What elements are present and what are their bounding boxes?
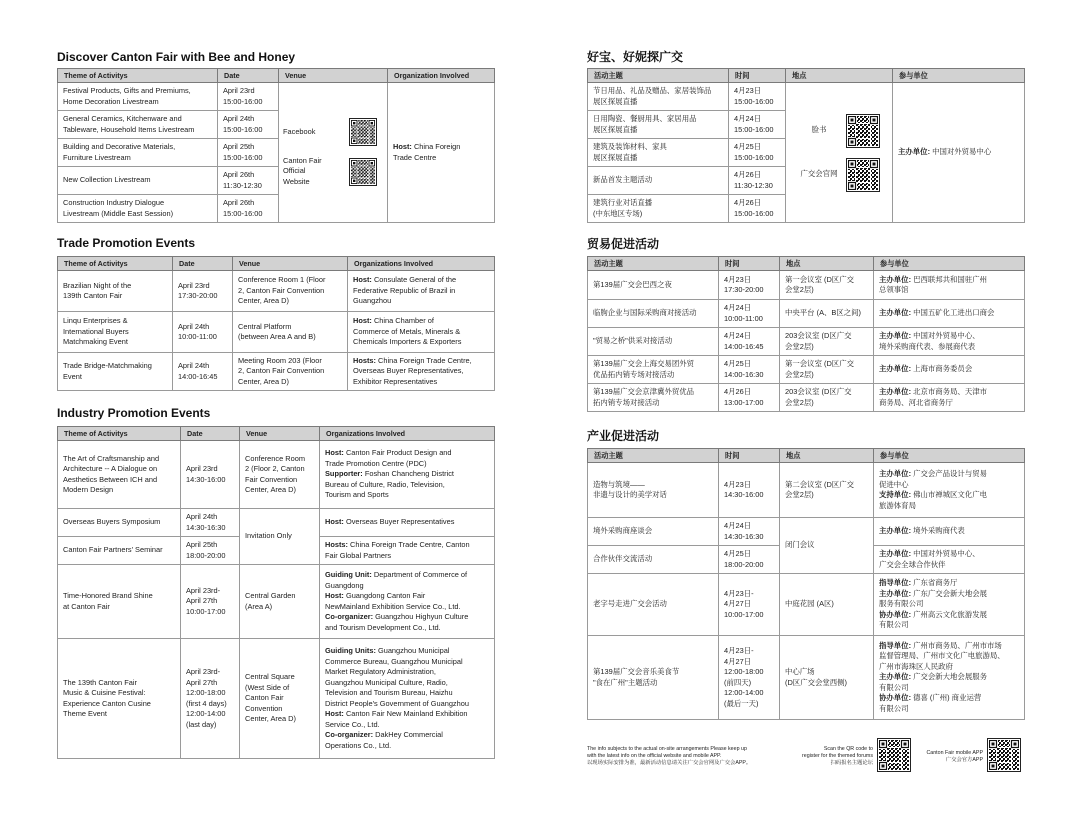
org-label: 主办单位: — [879, 308, 912, 318]
org-label: Guiding Unit: — [325, 570, 372, 580]
table-cell-venue: 中庭花园 (A区) — [780, 574, 874, 636]
table-cell-org — [874, 518, 1025, 546]
venue-facebook: 脸书 — [811, 125, 827, 135]
table-cell-theme: Linqu Enterprises & International Buyers Matchmaking Event — [58, 312, 173, 353]
table-cell-venue: Central Platform (between Area A and B) — [233, 312, 348, 353]
table-cell-theme: 新品首发主题活动 — [588, 167, 729, 195]
table-cell-theme: Overseas Buyers Symposium — [58, 509, 181, 537]
org-label: Host: — [353, 275, 372, 285]
table-cell-org — [874, 636, 1025, 720]
industry-promotion-table-cn — [587, 448, 1025, 720]
table-cell-venue: 第一会议室 (D区广交 会堂2层) — [780, 356, 874, 384]
org-label: Co-organizer: — [325, 612, 374, 622]
table-cell-venue: Meeting Room 203 (Floor 2, Canton Fair Convention Center, Area D) — [233, 353, 348, 391]
org-value: China Foreign Trade Centre, Canton Fair Global Partners — [325, 540, 470, 560]
table-cell-date: 4月24日 15:00-16:00 — [729, 111, 786, 139]
table-cell-venue: Central Square (West Side of Canton Fair Convention Center, Area D) — [240, 639, 320, 759]
org-value: DakHey Commercial Operations Co., Ltd. — [325, 730, 443, 750]
org-label: 主办单位: — [879, 672, 912, 682]
table-cell-theme: The 139th Canton Fair Music & Cuisine Festival: Experience Canton Cusine Theme Event — [58, 639, 181, 759]
table-cell-venue: Conference Room 2 (Floor 2, Canton Fair Convention Center, Area D) — [240, 441, 320, 509]
org-label: Host: — [325, 591, 344, 601]
org-label: 主办单位: — [879, 469, 912, 479]
table-cell-theme: 第139届广交会音乐美食节 "食在广州"主题活动 — [588, 636, 719, 720]
website-qr-code-icon[interactable] — [349, 158, 377, 186]
table-cell-org — [320, 639, 495, 759]
table-cell-date: 4月25日 15:00-16:00 — [729, 139, 786, 167]
table-cell-theme: 造物与筑境—— 非遗与设计的美学对话 — [588, 463, 719, 518]
table-cell-venue: 203会议室 (D区广交 会堂2层) — [780, 328, 874, 356]
trade-promotion-table — [57, 256, 495, 391]
org-label: 主办单位: — [879, 387, 912, 397]
org-value: 德喜 (广州) 商业运营 有限公司 — [879, 693, 982, 713]
org-value: 中国对外贸易中心、 广交会全球合作伙伴 — [879, 549, 980, 569]
table-cell-theme: Festival Products, Gifts and Premiums, Home Decoration Livestream — [58, 83, 218, 111]
table-cell-org — [874, 463, 1025, 518]
header-theme: 活动主题 — [588, 449, 719, 463]
table-cell-org — [874, 356, 1025, 384]
table-cell-org — [874, 300, 1025, 328]
organization-cell — [388, 83, 495, 223]
table-cell-org — [320, 441, 495, 509]
trade-promotion-table-cn — [587, 256, 1025, 412]
table-cell-date: April 23rd 15:00-16:00 — [218, 83, 279, 111]
section-title-trade-promotion: Trade Promotion Events — [57, 236, 196, 250]
table-cell-theme: 日用陶瓷、餐厨用具、家居用品 展区探展直播 — [588, 111, 729, 139]
table-cell-date: April 23rd 17:30-20:00 — [173, 271, 233, 312]
org-label: Co-organizer: — [325, 730, 374, 740]
org-label: Hosts: — [353, 355, 376, 365]
header-venue: 地点 — [786, 69, 893, 83]
org-value: Foshan Chancheng District Bureau of Culture, Radio, Television, Tourism and Sports — [325, 469, 454, 500]
header-date: Date — [181, 427, 240, 441]
table-cell-venue: 中心广场 (D区广交会堂西侧) — [780, 636, 874, 720]
org-value: 佛山市禅城区文化广电 旅游体育局 — [879, 490, 987, 510]
facebook-qr-code-icon[interactable] — [349, 118, 377, 146]
org-value: China Chamber of Commerce of Metals, Minerals & Chemicals Importers & Exporters — [353, 316, 462, 347]
table-cell-theme: Canton Fair Partners' Seminar — [58, 537, 181, 565]
forum-registration-qr-code-icon[interactable] — [877, 738, 911, 772]
table-cell-theme: Construction Industry Dialogue Livestream (Middle East Session) — [58, 195, 218, 223]
table-cell-venue: 中央平台 (A、B区之间) — [780, 300, 874, 328]
table-cell-theme: New Collection Livestream — [58, 167, 218, 195]
table-cell-theme: 节日用品、礼品及赠品、家居装饰品 展区探展直播 — [588, 83, 729, 111]
org-value: Canton Fair New Mainland Exhibition Service Co., Ltd. — [325, 709, 468, 729]
table-cell-theme: 合作伙伴交流活动 — [588, 546, 719, 574]
host-label: 主办单位: — [898, 147, 931, 157]
header-theme: 活动主题 — [588, 69, 729, 83]
table-cell-date: 4月25日 18:00-20:00 — [719, 546, 780, 574]
org-label: 支持单位: — [879, 490, 912, 500]
header-date: Date — [218, 69, 279, 83]
table-cell-theme: Time-Honored Brand Shine at Canton Fair — [58, 565, 181, 639]
table-cell-org — [320, 565, 495, 639]
org-value: Consulate General of the Federative Republic of Brazil in Guangzhou — [353, 275, 457, 306]
table-cell-theme: 第139届广交会京津冀外贸优品 拓内销专场对接活动 — [588, 384, 719, 412]
table-cell-date: April 25th 18:00-20:00 — [181, 537, 240, 565]
table-cell-org — [874, 384, 1025, 412]
table-cell-date: 4月26日 11:30-12:30 — [729, 167, 786, 195]
header-organization: 参与单位 — [874, 257, 1025, 271]
table-cell-theme: 第139届广交会巴西之夜 — [588, 271, 719, 300]
org-value: 广州市商务局、广州市市场 监督管理局、广州市文化广电旅游局、 广州市海珠区人民政府 — [879, 640, 1005, 671]
table-cell-theme: 境外采购商座谈会 — [588, 518, 719, 546]
header-venue: 地点 — [780, 449, 874, 463]
table-cell-theme: Building and Decorative Materials, Furniture Livestream — [58, 139, 218, 167]
org-value: Department of Commerce of Guangdong — [325, 570, 468, 590]
org-value: 中国五矿化工进出口商会 — [911, 308, 995, 318]
bee-honey-table — [57, 68, 495, 223]
header-venue: Venue — [233, 257, 348, 271]
table-cell-date: 4月24日 10:00-11:00 — [719, 300, 780, 328]
website-qr-code-icon[interactable] — [846, 158, 880, 192]
table-cell-venue: 203会议室 (D区广交 会堂2层) — [780, 384, 874, 412]
table-cell-date: April 23rd- April 27th 10:00-17:00 — [181, 565, 240, 639]
org-value: 境外采购商代表 — [911, 526, 965, 536]
table-cell-date: 4月23日- 4月27日 12:00-18:00 (前四天) 12:00-14:00 (最后一天) — [719, 636, 780, 720]
table-cell-theme: Brazilian Night of the 139th Canton Fair — [58, 271, 173, 312]
table-cell-date: 4月26日 13:00-17:00 — [719, 384, 780, 412]
header-theme: 活动主题 — [588, 257, 719, 271]
org-value: Canton Fair Product Design and Trade Promotion Centre (PDC) — [325, 448, 452, 468]
header-venue: Venue — [240, 427, 320, 441]
host-value: China Foreign Trade Centre — [393, 142, 461, 162]
org-label: Guiding Units: — [325, 646, 376, 656]
table-cell-date: 4月25日 14:00-16:30 — [719, 356, 780, 384]
header-venue: 地点 — [780, 257, 874, 271]
venue-cell — [786, 83, 893, 223]
table-cell-date: April 24th 10:00-11:00 — [173, 312, 233, 353]
table-cell-venue: 闭门会议 — [780, 518, 874, 574]
table-cell-date: April 24th 14:00-16:45 — [173, 353, 233, 391]
table-cell-theme: 临朐企业与国际采购商对接活动 — [588, 300, 719, 328]
header-venue: Venue — [279, 69, 388, 83]
org-label: Host: — [325, 709, 344, 719]
org-label: 主办单位: — [879, 274, 912, 284]
footer-app-text: Canton Fair mobile APP 广交会官方APP — [926, 750, 983, 764]
org-label: 主办单位: — [879, 364, 912, 374]
mobile-app-qr-code-icon[interactable] — [987, 738, 1021, 772]
table-cell-venue: Central Garden (Area A) — [240, 565, 320, 639]
table-cell-date: 4月24日 14:00-16:45 — [719, 328, 780, 356]
table-cell-org — [874, 574, 1025, 636]
org-value: 广东广交会新大地会展 服务有限公司 — [879, 588, 987, 609]
header-theme: Theme of Activitys — [58, 69, 218, 83]
org-value: 广交会新大地会展服务 有限公司 — [879, 672, 987, 692]
table-cell-date: April 24th 14:30-16:30 — [181, 509, 240, 537]
org-label: Host: — [353, 316, 372, 326]
table-cell-org — [874, 546, 1025, 574]
org-value: 中国对外贸易中心、 境外采购商代表、参展商代表 — [879, 331, 980, 351]
org-value: China Foreign Trade Centre, Overseas Buyer Representatives, Exhibitor Representatives — [353, 355, 472, 386]
org-label: Host: — [325, 448, 344, 458]
org-label: 协办单位: — [879, 693, 912, 703]
org-value: Guangzhou Municipal Commerce Bureau, Guangzhou Municipal Market Regulatory Administration, Guangzhou Municipal Culture, Radio, Television and Tourism Bureau, Haizhu District People's Government of Guangzhou — [325, 646, 469, 708]
header-theme: Theme of Activitys — [58, 427, 181, 441]
org-value: Guangzhou Highyun Culture and Tourism Development Co., Ltd. — [325, 612, 469, 632]
header-organization: Organizations Involved — [348, 257, 495, 271]
bee-honey-table-cn — [587, 68, 1025, 223]
table-cell-org — [874, 328, 1025, 356]
org-label: Supporter: — [325, 469, 363, 479]
table-cell-org — [348, 271, 495, 312]
host-label: Host: — [393, 142, 412, 152]
table-cell-venue: Conference Room 1 (Floor 2, Canton Fair Convention Center, Area D) — [233, 271, 348, 312]
header-organization: 参与单位 — [893, 69, 1025, 83]
table-cell-theme: Trade Bridge-Matchmaking Event — [58, 353, 173, 391]
header-date: 时间 — [719, 257, 780, 271]
table-cell-date: April 24th 15:00-16:00 — [218, 111, 279, 139]
table-cell-theme: 建筑及装饰材料、家具 展区探展直播 — [588, 139, 729, 167]
org-value: Guangdong Canton Fair NewMainland Exhibition Service Co., Ltd. — [325, 591, 461, 611]
org-value: 巴西联邦共和国驻广州 总领事馆 — [879, 274, 987, 295]
table-cell-venue: 第一会议室 (D区广交 会堂2层) — [780, 271, 874, 300]
org-label: 协办单位: — [879, 609, 912, 619]
table-cell-theme: "贸易之桥"供采对接活动 — [588, 328, 719, 356]
table-cell-date: 4月24日 14:30-16:30 — [719, 518, 780, 546]
header-theme: Theme of Activitys — [58, 257, 173, 271]
table-cell-date: April 26th 15:00-16:00 — [218, 195, 279, 223]
table-cell-date: April 26th 11:30-12:30 — [218, 167, 279, 195]
section-title-industry-promotion-cn: 产业促进活动 — [587, 429, 660, 443]
header-organization: 参与单位 — [874, 449, 1025, 463]
venue-facebook: Facebook — [283, 126, 316, 136]
org-label: 主办单位: — [879, 331, 912, 341]
header-organization: Organizations Involved — [320, 427, 495, 441]
org-label: 主办单位: — [879, 588, 912, 598]
org-label: 指导单位: — [879, 578, 912, 588]
org-value: 广交会产品设计与贸易 促进中心 — [879, 469, 987, 489]
table-cell-date: 4月26日 15:00-16:00 — [729, 195, 786, 223]
table-cell-date: 4月23日 15:00-16:00 — [729, 83, 786, 111]
venue-website: 广交会官网 — [800, 169, 838, 179]
header-date: Date — [173, 257, 233, 271]
footer-scan-text: Scan the QR code to register for the themed forums 扫码报名主题论坛 — [802, 746, 873, 767]
footer-note: The info subjects to the actual on-site arrangements Please keep up with the latest info on the official website and mobile APP. 以现场实际安排为准，最新活动信息请关注广交会官网及广交会APP。 — [587, 746, 752, 767]
organization-cell — [893, 83, 1025, 223]
table-cell-theme: 第139届广交会上海交易团外贸 优品拓内销专场对接活动 — [588, 356, 719, 384]
facebook-qr-code-icon[interactable] — [846, 114, 880, 148]
venue-website: Canton Fair Official Website — [283, 155, 322, 186]
table-cell-org — [320, 509, 495, 537]
table-cell-theme: General Ceramics, Kitchenware and Tableware, Household Items Livestream — [58, 111, 218, 139]
section-title-bee-honey-cn: 好宝、好妮探广交 — [587, 50, 684, 64]
table-cell-venue: 第二会议室 (D区广交 会堂2层) — [780, 463, 874, 518]
org-value: 上海市商务委员会 — [911, 364, 973, 374]
org-label: Host: — [325, 517, 344, 527]
industry-promotion-table — [57, 426, 495, 759]
table-cell-venue: Invitation Only — [240, 509, 320, 565]
table-cell-theme: 建筑行业对话直播 (中东地区专场) — [588, 195, 729, 223]
table-cell-org — [348, 312, 495, 353]
org-value: 广州高云文化旅游发展 有限公司 — [879, 609, 987, 630]
org-label: 主办单位: — [879, 526, 912, 536]
table-cell-date: 4月23日 17:30-20:00 — [719, 271, 780, 300]
table-cell-date: April 23rd- April 27th 12:00-18:00 (first 4 days) 12:00-14:00 (last day) — [181, 639, 240, 759]
org-label: 主办单位: — [879, 549, 912, 559]
table-cell-date: April 23rd 14:30-16:00 — [181, 441, 240, 509]
table-cell-date: 4月23日- 4月27日 10:00-17:00 — [719, 574, 780, 636]
table-cell-date: 4月23日 14:30-16:00 — [719, 463, 780, 518]
section-title-industry-promotion: Industry Promotion Events — [57, 406, 211, 420]
header-organization: Organization Involved — [388, 69, 495, 83]
table-cell-org — [348, 353, 495, 391]
org-label: Hosts: — [325, 540, 348, 550]
org-label: 指导单位: — [879, 640, 912, 650]
table-cell-theme: 老字号走进广交会活动 — [588, 574, 719, 636]
table-cell-org — [320, 537, 495, 565]
header-date: 时间 — [729, 69, 786, 83]
venue-cell — [279, 83, 388, 223]
section-title-trade-promotion-cn: 贸易促进活动 — [587, 237, 660, 251]
host-value: 中国对外贸易中心 — [930, 147, 992, 157]
org-value: 广东省商务厅 — [911, 578, 958, 588]
section-title-bee-honey: Discover Canton Fair with Bee and Honey — [57, 50, 296, 64]
table-cell-date: April 25th 15:00-16:00 — [218, 139, 279, 167]
header-date: 时间 — [719, 449, 780, 463]
org-value: 北京市商务局、天津市 商务局、河北省商务厅 — [879, 387, 987, 407]
table-cell-theme: The Art of Craftsmanship and Architecture -- A Dialogue on Aesthetics Between ICH and Modern Design — [58, 441, 181, 509]
org-value: Overseas Buyer Representatives — [343, 517, 455, 527]
table-cell-org — [874, 271, 1025, 300]
